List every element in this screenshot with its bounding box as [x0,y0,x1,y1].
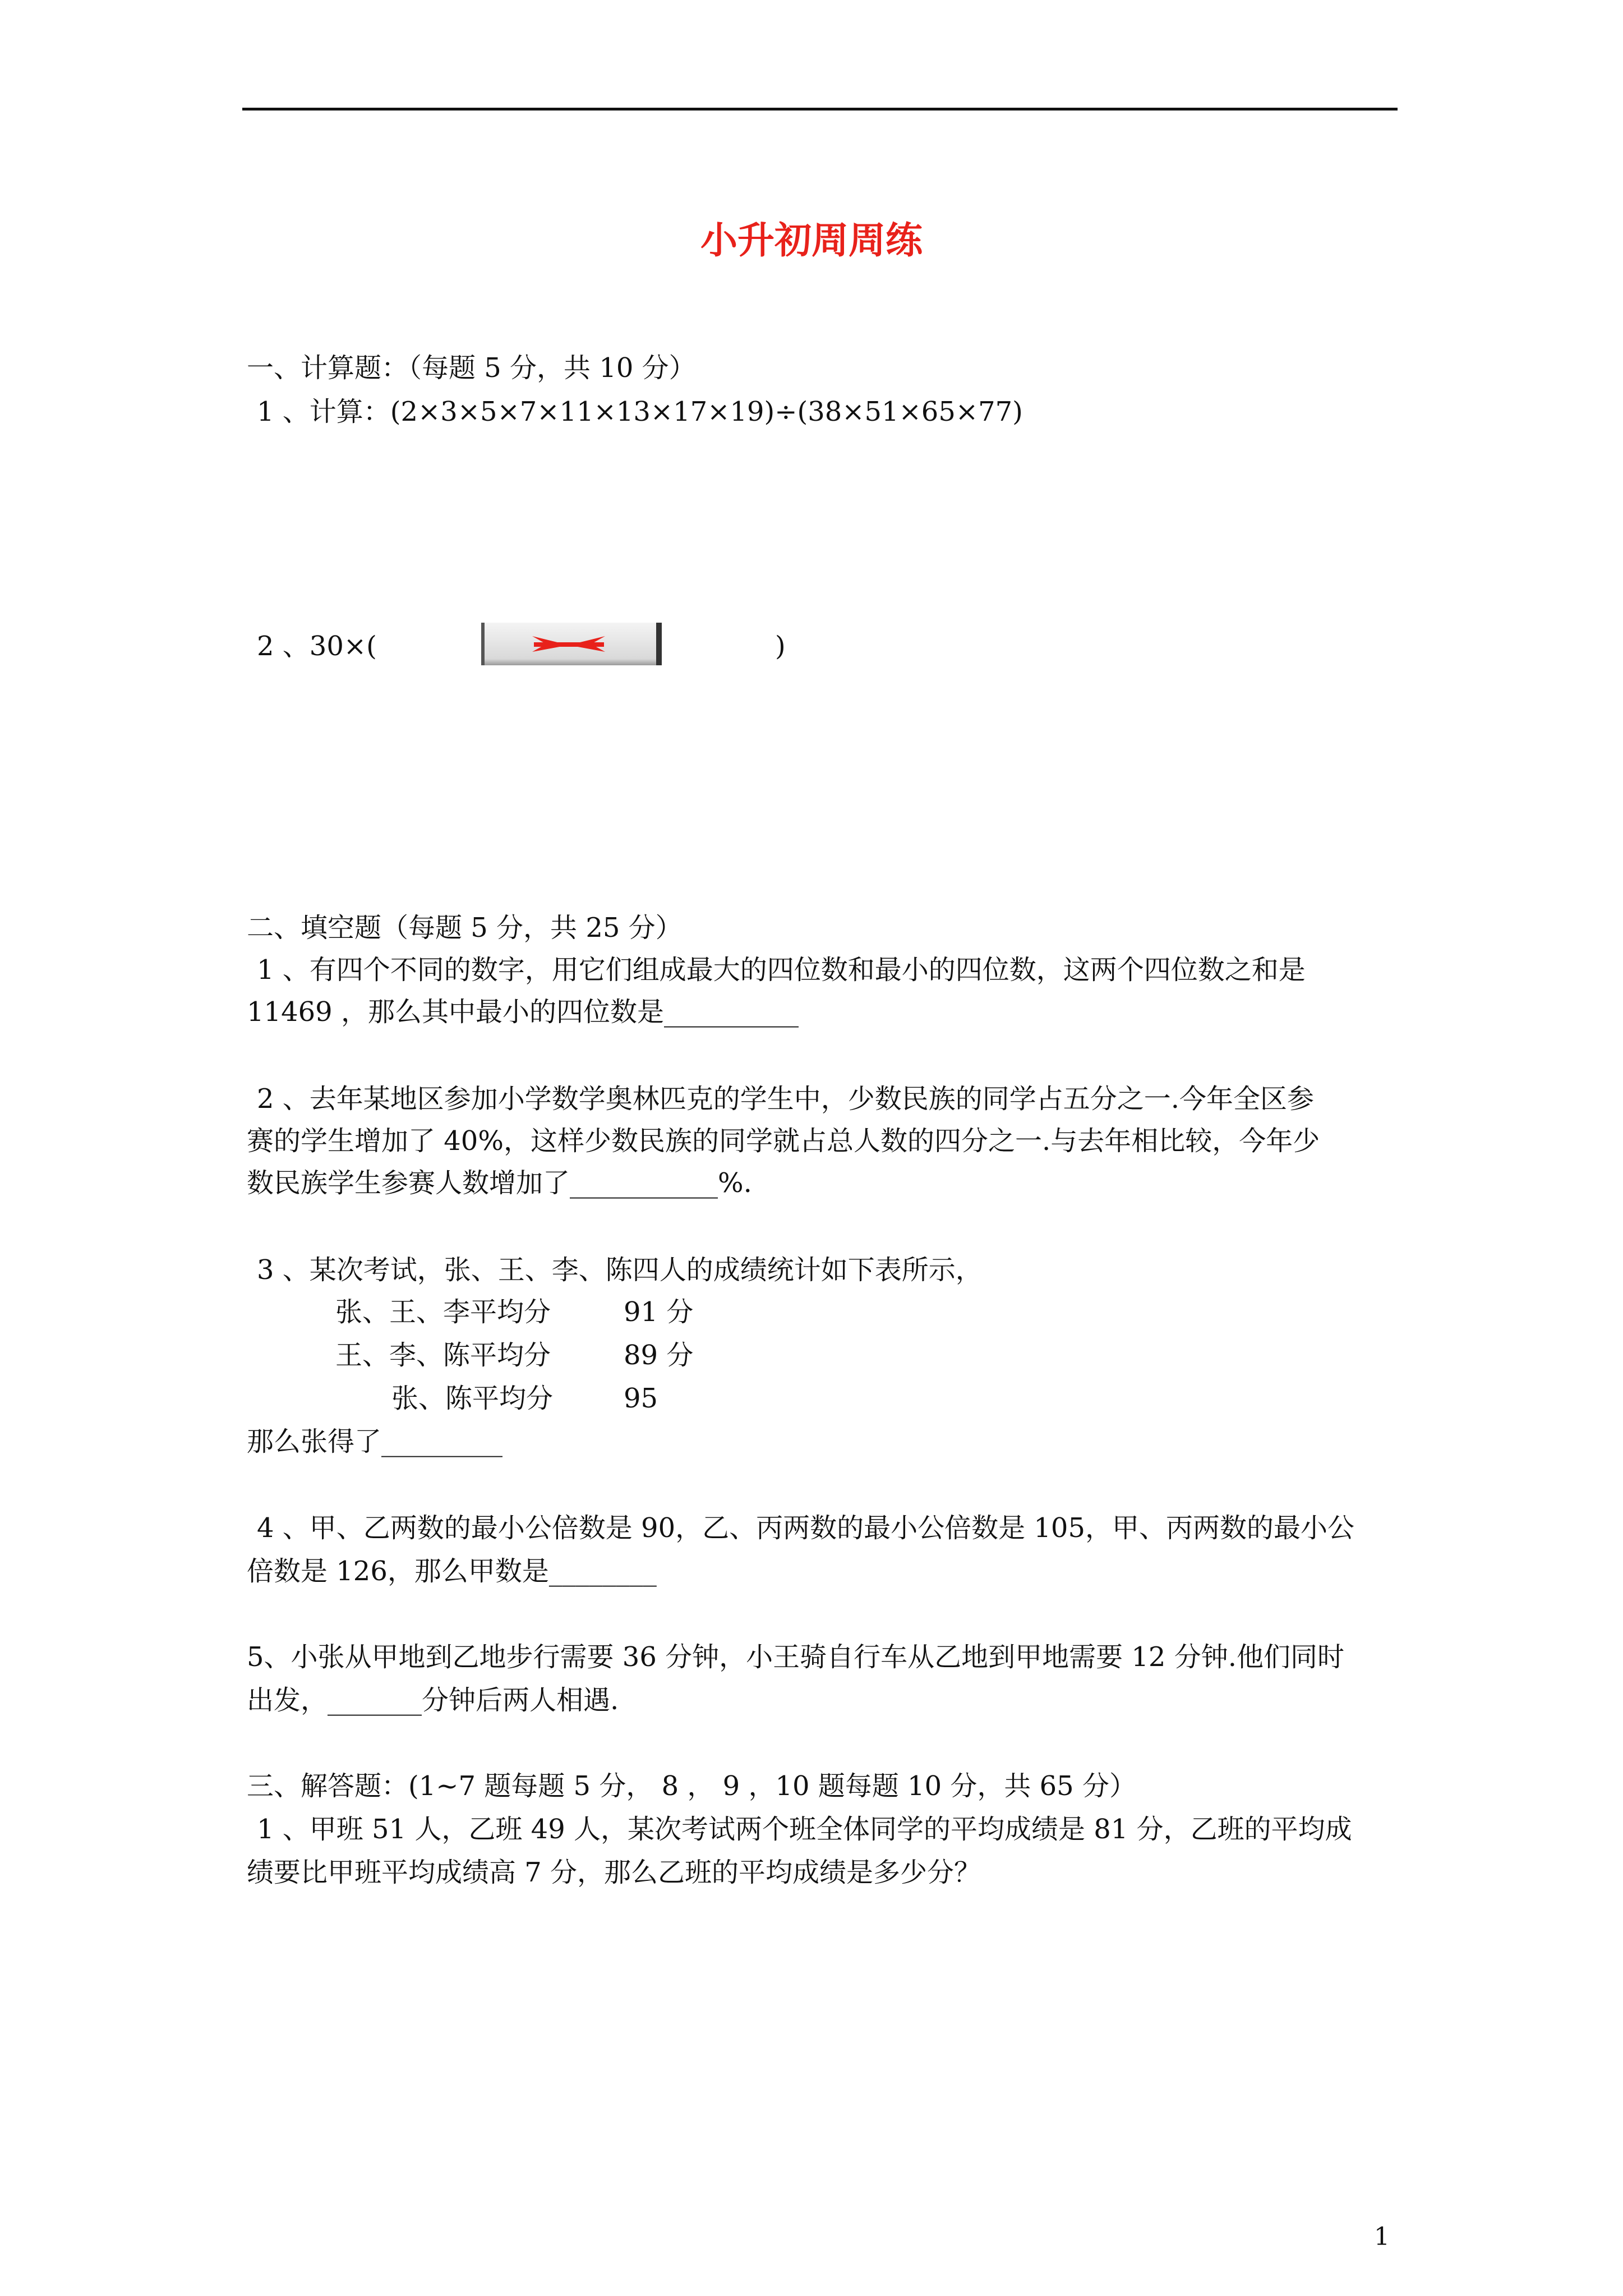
score-table-value-3: 95 [624,1383,658,1414]
section2-q4-line1: 4 、甲、乙两数的最小公倍数是 90，乙、丙两数的最小公倍数是 105，甲、丙两数的最小公 [257,1512,1355,1544]
section2-q2-line1: 2 、去年某地区参加小学数学奥林匹克的学生中，少数民族的同学占五分之一.今年全区参 [257,1083,1315,1115]
section2-q1-line2: 11469 ，那么其中最小的四位数是__________ [247,996,799,1028]
broken-image-icon [481,623,662,665]
score-table-label-3: 张、陈平均分 [391,1383,554,1414]
section2-heading: 二、填空题（每题 5 分，共 25 分） [247,912,683,944]
section2-q4-line2: 倍数是 126，那么甲数是________ [247,1556,657,1587]
section2-q5-line1: 5、小张从甲地到乙地步行需要 36 分钟，小王骑自行车从乙地到甲地需要 12 分钟.他们同时 [247,1641,1344,1673]
section1-heading: 一、计算题：（每题 5 分，共 10 分） [247,352,696,384]
section2-q3-intro: 3 、某次考试，张、王、李、陈四人的成绩统计如下表所示， [257,1254,983,1286]
section2-q2-line3: 数民族学生参赛人数增加了___________%. [247,1167,752,1199]
page-number: 1 [1374,2223,1390,2251]
section1-question2-suffix: ) [775,631,786,662]
section1-question2-prefix: 2 、30×( [257,631,377,662]
section2-q3-end: 那么张得了_________ [247,1426,503,1457]
section2-q2-line2: 赛的学生增加了 40%，这样少数民族的同学就占总人数的四分之一.与去年相比较，今年少 [247,1125,1320,1157]
section1-question1: 1 、计算：(2×3×5×7×11×13×17×19)÷(38×51×65×77) [257,396,1023,427]
section3-q1-line2: 绩要比甲班平均成绩高 7 分，那么乙班的平均成绩是多少分？ [247,1857,981,1888]
score-table-label-2: 王、李、陈平均分 [335,1340,551,1371]
page-title: 小升初周周练 [700,218,923,262]
score-table-value-1: 91 分 [624,1296,694,1328]
section2-q5-line2: 出发，_______分钟后两人相遇. [247,1685,619,1716]
section3-q1-line1: 1 、甲班 51 人，乙班 49 人，某次考试两个班全体同学的平均成绩是 81 分，乙班的平均成 [257,1814,1352,1845]
header-rule [242,108,1398,111]
section3-heading: 三、解答题：(1~7 题每题 5 分， 8 ， 9 ，10 题每题 10 分，共 65 分） [247,1770,1136,1802]
score-table-value-2: 89 分 [624,1340,694,1371]
score-table-label-1: 张、王、李平均分 [335,1296,551,1328]
section2-q1-line1: 1 、有四个不同的数字，用它们组成最大的四位数和最小的四位数，这两个四位数之和是 [257,954,1306,986]
